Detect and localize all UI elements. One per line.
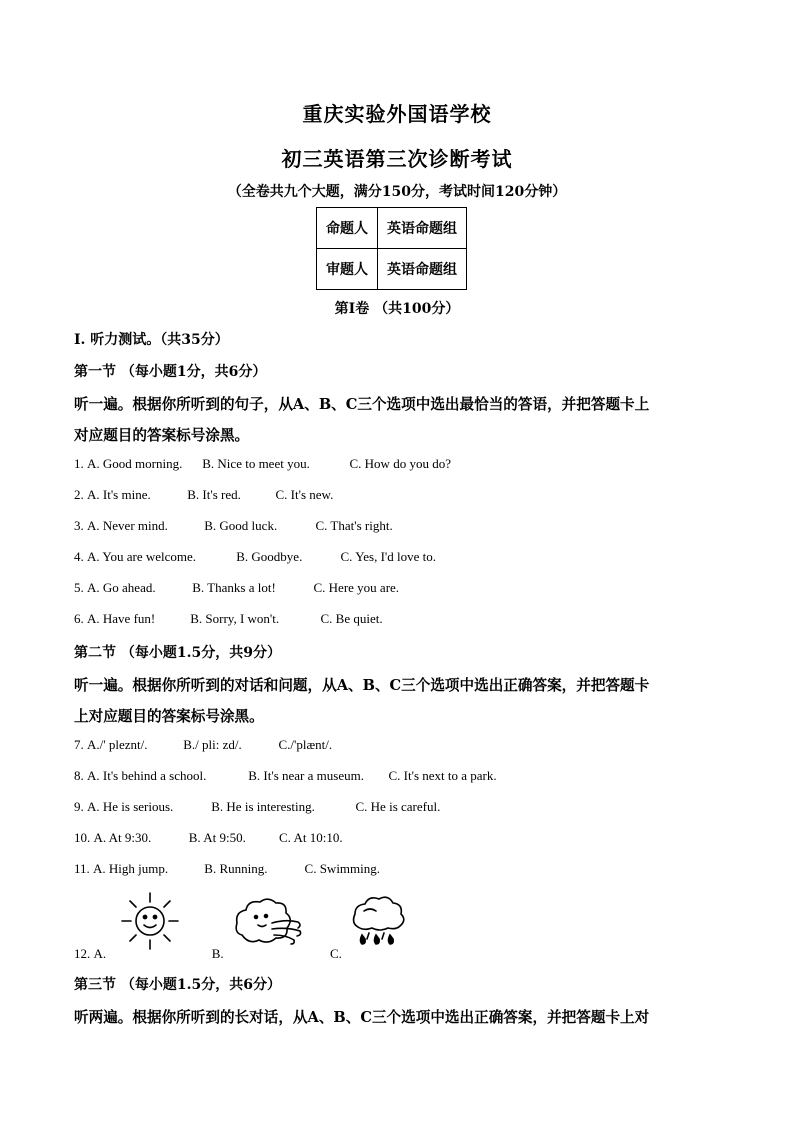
volume-title: 第Ⅰ卷 （共100分）: [334, 301, 460, 317]
section1-instruction-1: 听一遍。根据你所听到的句子，从A、B、C三个选项中选出最恰当的答语，并把答题卡上: [74, 396, 650, 413]
option-c: C. Yes, I'd love to.: [340, 549, 437, 564]
question-7: [74, 737, 332, 753]
question-5: [74, 580, 399, 596]
option-a: A. He is serious.: [87, 799, 174, 814]
staff-value: 英语命题组: [378, 208, 467, 249]
option-b: B. Running.: [204, 861, 268, 876]
school-name: 重庆实验外国语学校: [302, 102, 492, 126]
option-b: B. Nice to meet you.: [202, 456, 310, 471]
option-b: B. Goodbye.: [236, 549, 303, 564]
question-number: 5.: [74, 580, 84, 595]
option-c: C.: [330, 946, 342, 961]
section1-instruction-2: 对应题目的答案标号涂黑。: [74, 427, 250, 444]
option-c: C. At 10:10.: [279, 830, 343, 845]
option-b: B. At 9:50.: [188, 830, 246, 845]
sun-icon: [116, 890, 184, 952]
exam-subtitle: （全卷共九个大题，满分150分，考试时间120分钟）: [227, 184, 567, 200]
section2-title: 第二节 （每小题1.5分，共9分）: [74, 645, 281, 661]
question-1: [74, 456, 451, 472]
option-c: C./'plænt/.: [278, 737, 333, 752]
option-c: C. He is careful.: [355, 799, 441, 814]
section2-instruction-2: 上对应题目的答案标号涂黑。: [74, 708, 264, 725]
option-b: B. Sorry, I won't.: [190, 611, 280, 626]
question-number: 9.: [74, 799, 84, 814]
option-a: A. Have fun!: [87, 611, 156, 626]
question-3: [74, 518, 393, 534]
question-number: 2.: [74, 487, 84, 502]
rain-cloud-icon: [350, 893, 408, 953]
question-number: 6.: [74, 611, 84, 626]
question-number: 8.: [74, 768, 84, 783]
question-9: [74, 799, 440, 815]
question-10: [74, 830, 343, 846]
option-c: C. Here you are.: [313, 580, 400, 595]
question-8: [74, 768, 497, 784]
question-number: 11.: [74, 861, 90, 876]
option-b: B./ pli: zd/.: [183, 737, 242, 752]
option-a: A.: [93, 946, 107, 961]
option-a: A. High jump.: [93, 861, 169, 876]
option-a: A./' pleznt/.: [87, 737, 148, 752]
section3-title: 第三节 （每小题1.5分，共6分）: [74, 977, 281, 993]
option-a: A. It's mine.: [87, 487, 151, 502]
table-row: [317, 208, 467, 249]
staff-table: [316, 207, 467, 290]
section1-title: 第一节 （每小题1分，共6分）: [74, 364, 267, 380]
question-6: [74, 611, 383, 627]
option-c: C. Swimming.: [304, 861, 381, 876]
section3-instruction-1: 听两遍。根据你所听到的长对话，从A、B、C三个选项中选出正确答案，并把答题卡上对: [74, 1009, 650, 1026]
option-b: B. He is interesting.: [211, 799, 315, 814]
staff-value: 英语命题组: [378, 249, 467, 290]
option-c: C. It's new.: [275, 487, 334, 502]
question-number: 4.: [74, 549, 84, 564]
option-c: C. It's next to a park.: [388, 768, 497, 783]
question-number: 7.: [74, 737, 84, 752]
option-c: C. That's right.: [315, 518, 393, 533]
staff-label: 命题人: [317, 208, 378, 249]
staff-label: 审题人: [317, 249, 378, 290]
option-a: A. At 9:30.: [93, 830, 152, 845]
question-4: [74, 549, 436, 565]
option-c: C. How do you do?: [349, 456, 451, 471]
part1-title: I. 听力测试。（共35分）: [74, 332, 229, 348]
question-number: 1.: [74, 456, 84, 471]
question-2: [74, 487, 333, 503]
section2-instruction-1: 听一遍。根据你所听到的对话和问题，从A、B、C三个选项中选出正确答案，并把答题卡: [74, 677, 650, 694]
option-a: A. Never mind.: [87, 518, 168, 533]
option-b: B. Thanks a lot!: [192, 580, 276, 595]
question-number: 12.: [74, 946, 91, 961]
question-number: 3.: [74, 518, 84, 533]
wind-cloud-icon: [232, 895, 304, 951]
question-11: [74, 861, 380, 877]
exam-title: 初三英语第三次诊断考试: [281, 147, 513, 171]
option-a: A. Go ahead.: [87, 580, 156, 595]
question-number: 10.: [74, 830, 91, 845]
table-row: [317, 249, 467, 290]
option-c: C. Be quiet.: [320, 611, 383, 626]
option-b: B.: [211, 946, 224, 961]
option-a: A. It's behind a school.: [87, 768, 207, 783]
option-b: B. It's red.: [187, 487, 241, 502]
option-b: B. It's near a museum.: [248, 768, 364, 783]
option-a: A. You are welcome.: [87, 549, 197, 564]
option-a: A. Good morning.: [87, 456, 183, 471]
option-b: B. Good luck.: [204, 518, 278, 533]
